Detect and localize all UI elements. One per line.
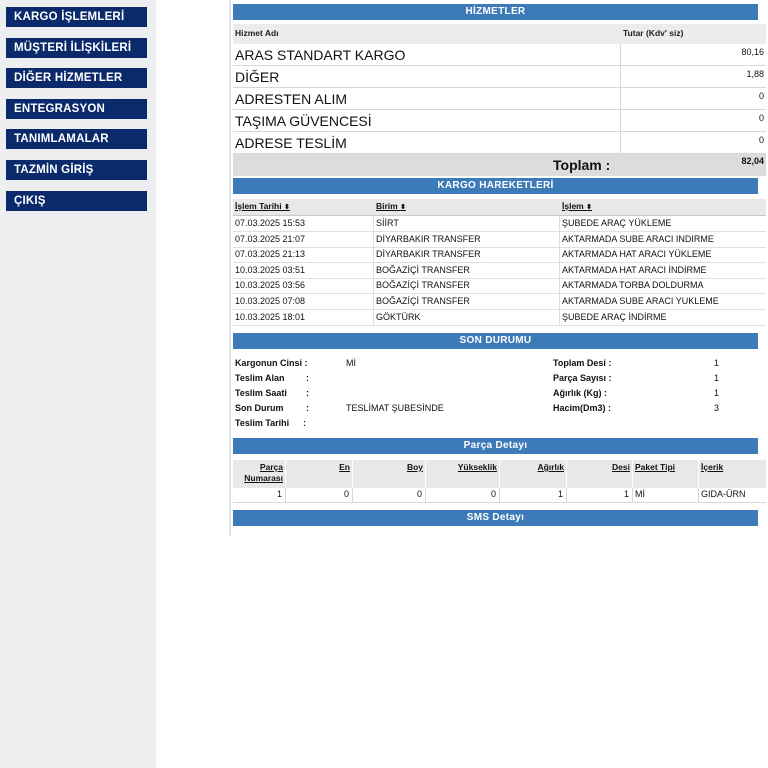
movement-unit: BOĞAZİÇİ TRANSFER bbox=[376, 296, 470, 306]
status-label-delivery-time: Teslim Saati bbox=[235, 388, 287, 398]
movement-unit: BOĞAZİÇİ TRANSFER bbox=[376, 280, 470, 290]
menu-entegrasyon[interactable]: ENTEGRASYON bbox=[6, 99, 147, 119]
service-amount: 1,88 bbox=[746, 69, 764, 79]
sms-header: SMS Detayı bbox=[233, 510, 758, 526]
movement-action: AKTARMADA TORBA DOLDURMA bbox=[562, 280, 704, 290]
movement-date: 10.03.2025 03:56 bbox=[235, 280, 306, 290]
divider bbox=[373, 294, 374, 309]
divider bbox=[559, 263, 560, 278]
col-amount: Tutar (Kdv' siz) bbox=[623, 28, 684, 38]
service-amount: 80,16 bbox=[741, 47, 764, 57]
services-header: HİZMETLER bbox=[233, 4, 758, 20]
total-label: Toplam : bbox=[553, 157, 611, 173]
status-colon: : bbox=[306, 403, 309, 413]
service-row bbox=[233, 44, 766, 66]
col-width[interactable]: En bbox=[286, 460, 352, 488]
status-value-total-desi: 1 bbox=[714, 358, 720, 368]
divider bbox=[559, 247, 560, 262]
service-name: DİĞER bbox=[235, 69, 280, 85]
divider bbox=[620, 44, 621, 65]
movement-action: AKTARMADA SUBE ARACI YUKLEME bbox=[562, 296, 719, 306]
movement-row bbox=[233, 263, 766, 279]
movement-unit: BOĞAZİÇİ TRANSFER bbox=[376, 265, 470, 275]
divider bbox=[620, 132, 621, 153]
part-cell: 0 bbox=[353, 488, 426, 502]
movement-action: AKTARMADA SUBE ARACI INDIRME bbox=[562, 234, 714, 244]
service-name: ADRESTEN ALIM bbox=[235, 91, 348, 107]
service-amount: 0 bbox=[758, 113, 764, 123]
sidebar bbox=[0, 0, 156, 768]
menu-cikis[interactable]: ÇIKIŞ bbox=[6, 191, 147, 211]
status-label-last-status: Son Durum bbox=[235, 403, 284, 413]
col-service-name: Hizmet Adı bbox=[235, 28, 279, 38]
movement-unit: DİYARBAKIR TRANSFER bbox=[376, 234, 481, 244]
part-cell: 1 bbox=[233, 488, 286, 502]
menu-tazmin-giris[interactable]: TAZMİN GİRİŞ bbox=[6, 160, 147, 180]
status-value-piece-count: 1 bbox=[714, 373, 720, 383]
sort-arrows-icon[interactable]: ⬍ bbox=[400, 204, 406, 211]
divider bbox=[620, 88, 621, 109]
movements-header: KARGO HAREKETLERİ bbox=[233, 178, 758, 194]
status-label-weight: Ağırlık (Kg) : bbox=[553, 388, 607, 398]
movement-row bbox=[233, 278, 766, 294]
status-header: SON DURUMU bbox=[233, 333, 758, 349]
status-label-volume: Hacim(Dm3) : bbox=[553, 403, 612, 413]
movement-date: 07.03.2025 15:53 bbox=[235, 218, 306, 228]
status-colon: : bbox=[303, 418, 306, 428]
movement-row bbox=[233, 310, 766, 326]
col-weight[interactable]: Ağırlık bbox=[500, 460, 566, 488]
movement-unit: SİİRT bbox=[376, 218, 399, 228]
menu-musteri-iliskileri[interactable]: MÜŞTERİ İLİŞKİLERİ bbox=[6, 38, 147, 58]
divider bbox=[559, 294, 560, 309]
service-name: ADRESE TESLİM bbox=[235, 135, 347, 151]
service-name: ARAS STANDART KARGO bbox=[235, 47, 406, 63]
divider bbox=[373, 310, 374, 325]
status-label-received-by: Teslim Alan bbox=[235, 373, 285, 383]
movement-row bbox=[233, 294, 766, 310]
part-cell: 0 bbox=[426, 488, 500, 502]
status-label-delivery-date: Teslim Tarihi bbox=[235, 418, 290, 428]
divider bbox=[373, 263, 374, 278]
col-date[interactable]: İşlem Tarihi ⬍ bbox=[235, 201, 290, 211]
movement-unit: GÖKTÜRK bbox=[376, 312, 421, 322]
divider bbox=[373, 278, 374, 293]
parts-header: Parça Detayı bbox=[233, 438, 758, 454]
movement-unit: DİYARBAKIR TRANSFER bbox=[376, 249, 481, 259]
movement-row bbox=[233, 247, 766, 263]
part-cell: 0 bbox=[286, 488, 353, 502]
col-height[interactable]: Yükseklik bbox=[426, 460, 499, 488]
sort-arrows-icon[interactable]: ⬍ bbox=[283, 204, 290, 211]
divider bbox=[559, 278, 560, 293]
movement-date: 10.03.2025 03:51 bbox=[235, 265, 306, 275]
movement-date: 07.03.2025 21:07 bbox=[235, 234, 306, 244]
sort-arrows-icon[interactable]: ⬍ bbox=[586, 204, 592, 211]
movements-col-header bbox=[233, 199, 766, 216]
menu-tanimlamalar[interactable]: TANIMLAMALAR bbox=[6, 129, 147, 149]
divider bbox=[620, 66, 621, 87]
service-row bbox=[233, 88, 766, 110]
status-label-total-desi: Toplam Desi : bbox=[553, 358, 612, 368]
divider bbox=[233, 502, 766, 503]
movement-action: ŞUBEDE ARAÇ YÜKLEME bbox=[562, 218, 672, 228]
col-length[interactable]: Boy bbox=[353, 460, 425, 488]
col-package-type[interactable]: Paket Tipi bbox=[633, 460, 698, 488]
status-colon: : bbox=[306, 388, 309, 398]
movement-action: AKTARMADA HAT ARACI YÜKLEME bbox=[562, 249, 712, 259]
movement-action: ŞUBEDE ARAÇ İNDİRME bbox=[562, 312, 667, 322]
divider bbox=[559, 310, 560, 325]
movement-row bbox=[233, 216, 766, 232]
content-divider bbox=[229, 0, 231, 536]
divider bbox=[373, 247, 374, 262]
divider bbox=[373, 216, 374, 231]
service-row bbox=[233, 110, 766, 132]
movement-action: AKTARMADA HAT ARACI İNDİRME bbox=[562, 265, 707, 275]
movement-date: 10.03.2025 18:01 bbox=[235, 312, 306, 322]
total-value: 82,04 bbox=[741, 156, 764, 166]
col-part-number[interactable]: Parça Numarası bbox=[233, 460, 285, 488]
service-row bbox=[233, 132, 766, 154]
status-value-cargo-type: Mİ bbox=[346, 358, 356, 368]
part-cell: 1 bbox=[500, 488, 567, 502]
part-cell: 1 bbox=[567, 488, 633, 502]
status-label-piece-count: Parça Sayısı : bbox=[553, 373, 612, 383]
services-total-row bbox=[233, 154, 766, 176]
divider bbox=[620, 110, 621, 131]
status-value-weight: 1 bbox=[714, 388, 720, 398]
movement-row bbox=[233, 232, 766, 248]
service-amount: 0 bbox=[758, 135, 764, 145]
divider bbox=[373, 232, 374, 247]
divider bbox=[559, 216, 560, 231]
status-value-last-status: TESLİMAT ŞUBESİNDE bbox=[346, 403, 444, 413]
menu-kargo-islemleri[interactable]: KARGO İŞLEMLERİ bbox=[6, 7, 147, 27]
status-label-cargo-type: Kargonun Cinsi : bbox=[235, 358, 308, 368]
status-colon: : bbox=[306, 373, 309, 383]
service-amount: 0 bbox=[758, 91, 764, 101]
service-row bbox=[233, 66, 766, 88]
movement-date: 10.03.2025 07:08 bbox=[235, 296, 306, 306]
part-cell: Mİ bbox=[633, 488, 699, 502]
part-cell: GIDA-ÜRN bbox=[701, 489, 746, 499]
col-desi[interactable]: Desi bbox=[567, 460, 632, 488]
divider bbox=[559, 232, 560, 247]
movement-date: 07.03.2025 21:13 bbox=[235, 249, 306, 259]
service-name: TAŞIMA GÜVENCESİ bbox=[235, 113, 372, 129]
menu-diger-hizmetler[interactable]: DİĞER HİZMETLER bbox=[6, 68, 147, 88]
status-value-volume: 3 bbox=[714, 403, 720, 413]
col-unit[interactable]: Birim ⬍ bbox=[376, 201, 406, 211]
col-action[interactable]: İşlem ⬍ bbox=[562, 201, 592, 211]
col-content[interactable]: İçerik bbox=[699, 460, 766, 488]
services-col-header bbox=[233, 24, 766, 44]
